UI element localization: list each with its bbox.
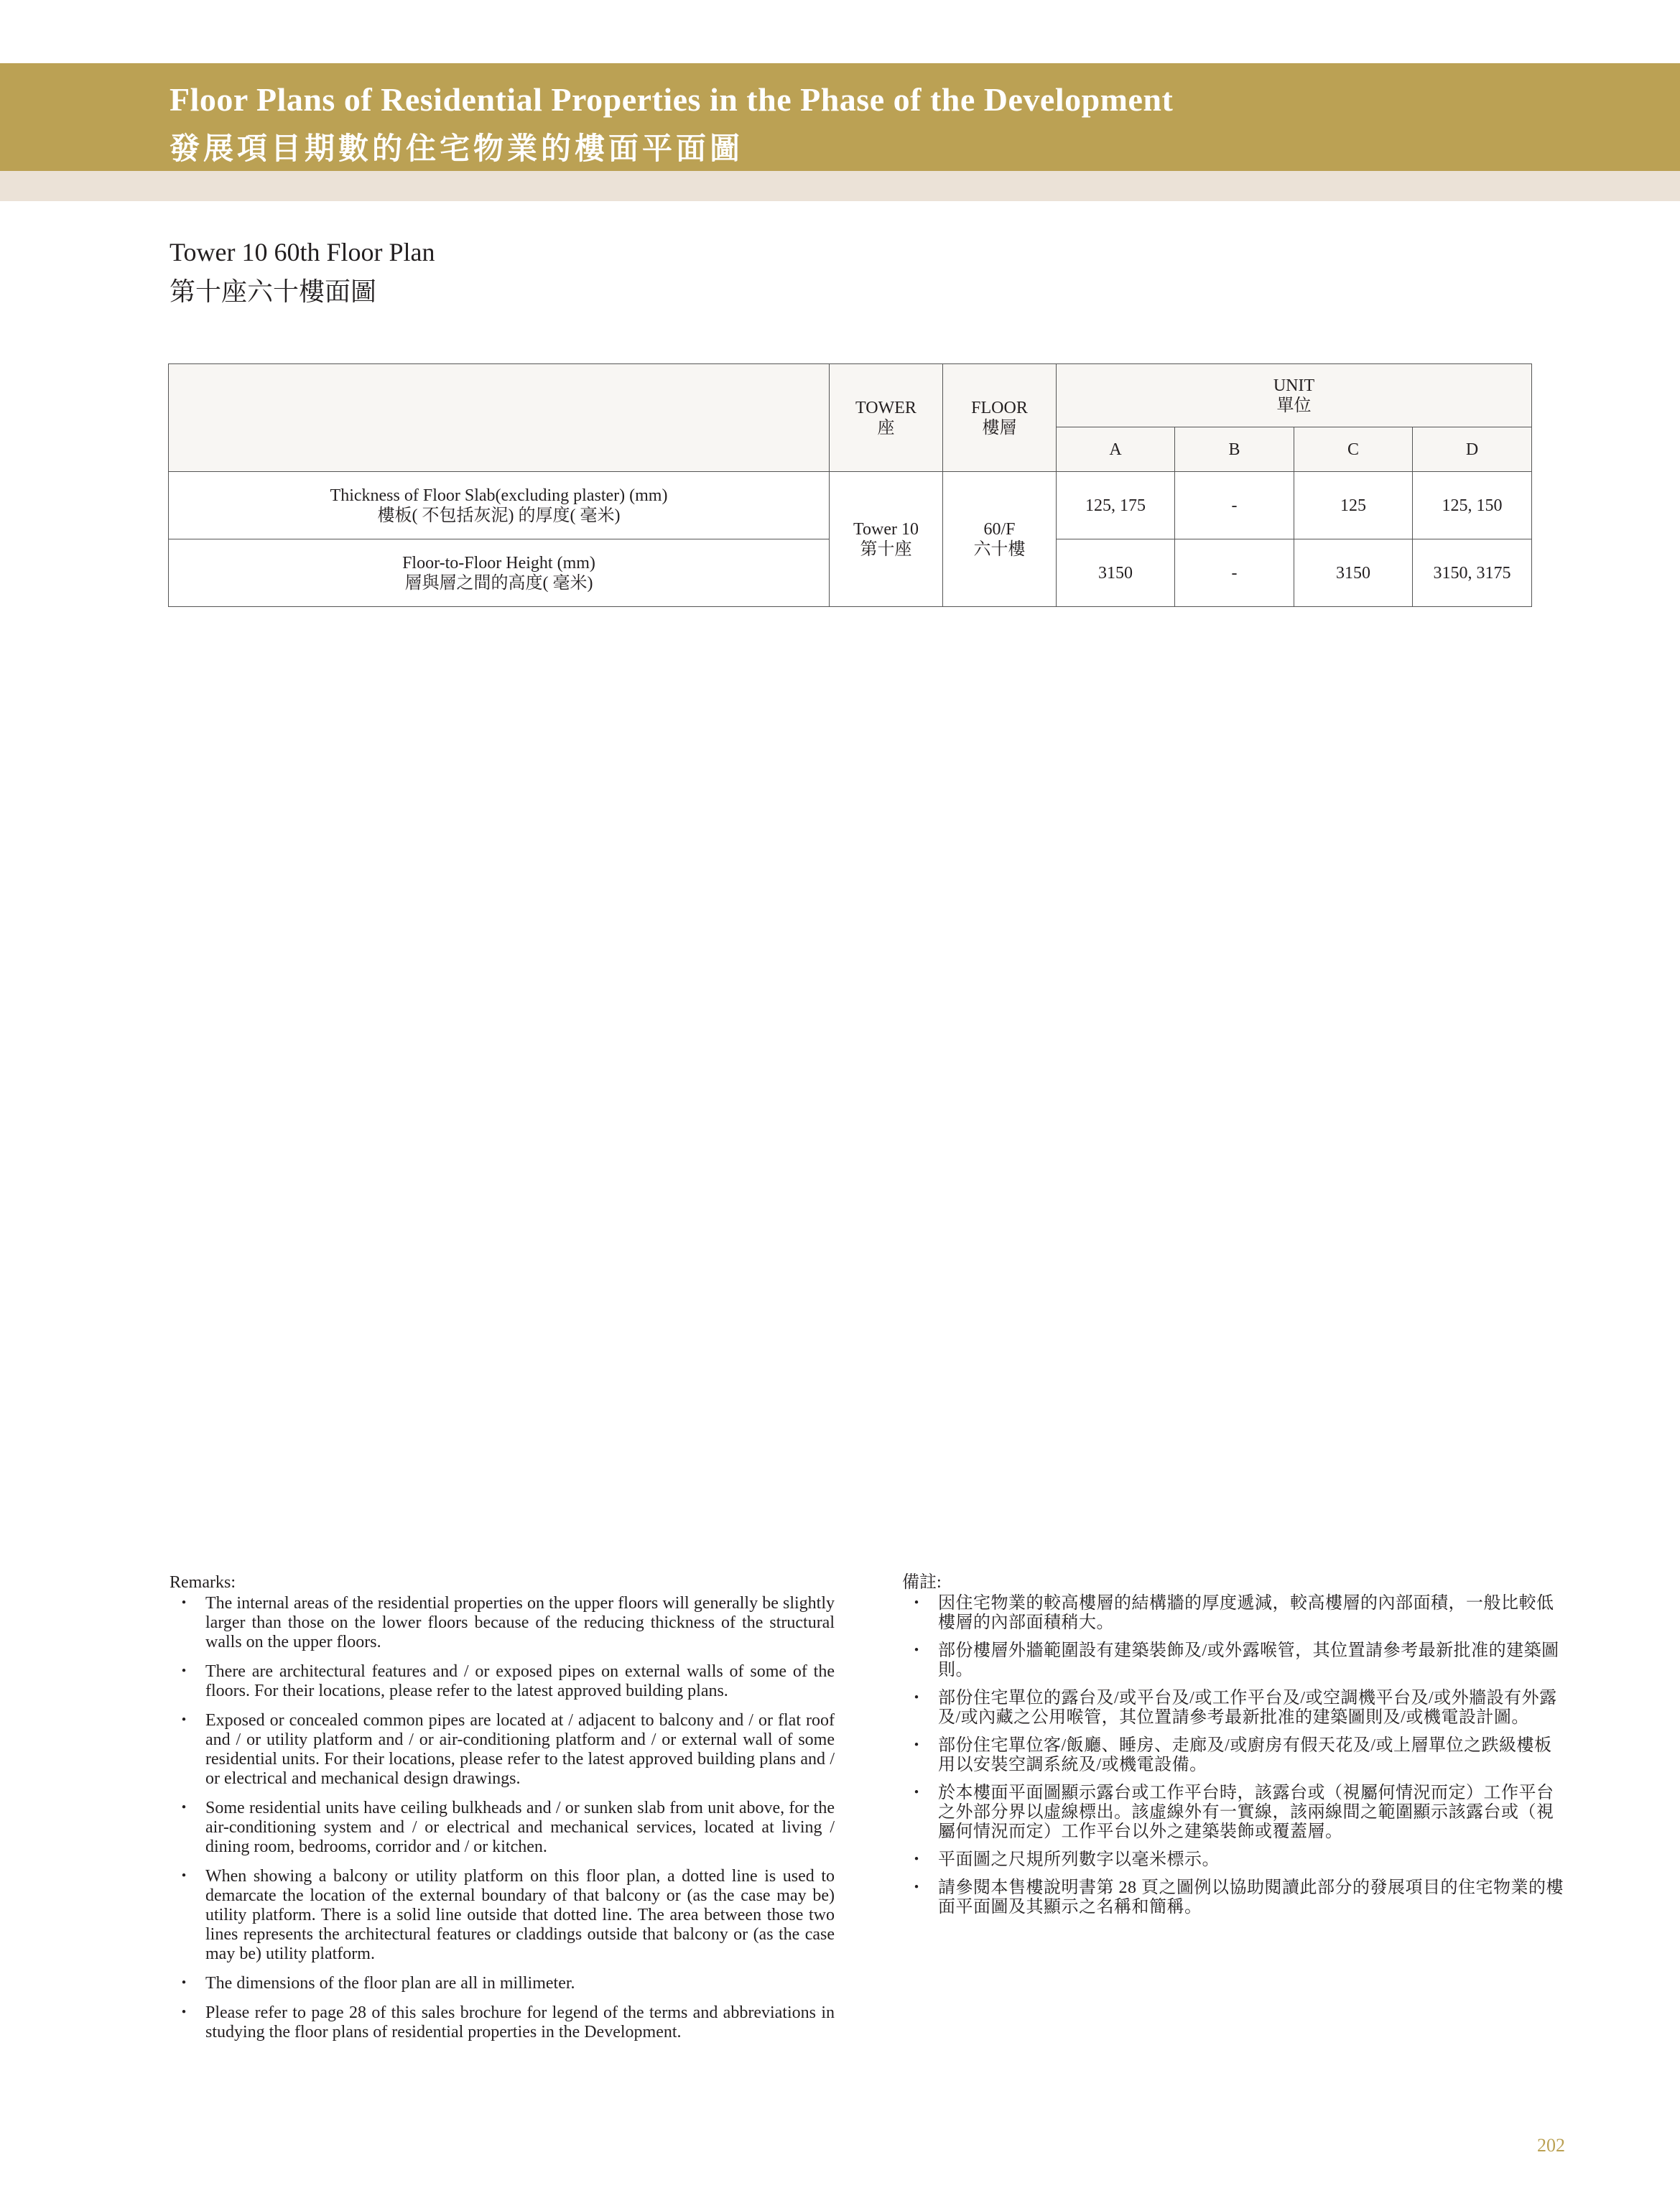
remark-text: 請參閱本售樓說明書第 28 頁之圖例以協助閱讀此部分的發展項目的住宅物業的樓面平面圖及其顯示之名稱和簡稱。 — [938, 1878, 1564, 1917]
row-label-slab-zh: 樓板( 不包括灰泥) 的厚度( 毫米) — [377, 506, 621, 525]
remark-text: Please refer to page 28 of this sales brochure for legend of the terms and abbreviations in studying the floor plans of residential properties in the Development. — [205, 2003, 835, 2042]
list-item — [902, 1594, 1566, 1633]
unit-header-d: D — [1413, 427, 1532, 472]
page-number: 202 — [1537, 2135, 1565, 2156]
remark-text: 部份樓層外牆範圍設有建築裝飾及/或外露喉管，其位置請參考最新批准的建築圖則。 — [938, 1641, 1559, 1679]
floor-value — [943, 472, 1057, 607]
remarks-zh-heading: 備註: — [902, 1573, 942, 1592]
bullet: ・ — [175, 1974, 192, 1993]
page-title-zh: 發展項目期數的住宅物業的樓面平面圖 — [170, 133, 744, 166]
bullet: ・ — [908, 1689, 926, 1707]
floor-value-zh: 六十樓 — [973, 539, 1026, 559]
tower-value-zh: 第十座 — [860, 539, 912, 559]
bullet: ・ — [908, 1736, 926, 1755]
tower-value — [830, 472, 943, 607]
unit-header — [1057, 364, 1532, 427]
height-unit-a: 3150 — [1057, 539, 1175, 607]
list-item — [170, 1711, 835, 1789]
plan-title-zh: 第十座六十樓面圖 — [170, 277, 377, 306]
height-unit-b: - — [1175, 539, 1294, 607]
floor-header — [943, 364, 1057, 472]
remark-text: The internal areas of the residential properties on the upper floors will generally be slightly larger than those on the lower floors because of the reducing thickness of the structural walls on the upper floors. — [205, 1594, 835, 1651]
remarks-en — [170, 1573, 835, 2052]
list-item — [902, 1689, 1566, 1728]
unit-header-b: B — [1175, 427, 1294, 472]
table-row — [169, 472, 1532, 539]
height-unit-d: 3150, 3175 — [1413, 539, 1532, 607]
list-item — [902, 1641, 1566, 1680]
remark-text: When showing a balcony or utility platform on this floor plan, a dotted line is used to demarcate the location of the external boundary of that balcony or (as the case may be) utility platform. There is a solid line outside that dotted line. The area between those two lines represents the architectural features or claddings outside that balcony or (as the case may be) utility platform. — [205, 1867, 835, 1963]
list-item — [902, 1850, 1566, 1870]
remark-text: 部份住宅單位的露台及/或平台及/或工作平台及/或空調機平台及/或外牆設有外露及/或內藏之公用喉管，其位置請參考最新批准的建築圖則及/或機電設計圖。 — [938, 1689, 1557, 1727]
bullet: ・ — [175, 1594, 192, 1613]
list-item — [902, 1784, 1566, 1842]
remark-text: 平面圖之尺規所列數字以毫米標示。 — [938, 1850, 1220, 1869]
height-unit-c: 3150 — [1294, 539, 1413, 607]
tower-header-zh: 座 — [877, 418, 895, 437]
remark-text: Exposed or concealed common pipes are located at / adjacent to balcony and / or flat roof and / or utility platform and / or air-conditioning platform and / or external wall of some residential units. For their locations, please refer to the latest approved building plans and / or electrical and mechanical design drawings. — [205, 1711, 835, 1788]
list-item — [170, 1867, 835, 1964]
unit-header-a: A — [1057, 427, 1175, 472]
list-item — [170, 1594, 835, 1652]
remark-text: There are architectural features and / or exposed pipes on external walls of some of the floors. For their locations, please refer to the latest approved building plans. — [205, 1662, 835, 1700]
slab-unit-b: - — [1175, 472, 1294, 539]
list-item — [170, 1799, 835, 1857]
tower-value-en: Tower 10 — [853, 519, 919, 539]
row-label-slab-en: Thickness of Floor Slab(excluding plaster) (mm) — [330, 486, 668, 505]
remark-text: 部份住宅單位客/飯廳、睡房、走廊及/或廚房有假天花及/或上層單位之跌級樓板用以安裝空調系統及/或機電設備。 — [938, 1736, 1552, 1774]
floor-header-zh: 樓層 — [982, 418, 1017, 437]
remarks-en-heading: Remarks: — [170, 1573, 236, 1592]
list-item — [170, 1974, 835, 1993]
list-item — [902, 1736, 1566, 1775]
remark-text: The dimensions of the floor plan are all in millimeter. — [205, 1974, 575, 1993]
table-corner-cell — [169, 364, 830, 472]
unit-header-c: C — [1294, 427, 1413, 472]
page-title-en: Floor Plans of Residential Properties in the Phase of the Development — [170, 81, 1174, 118]
bullet: ・ — [175, 1711, 192, 1730]
list-item — [902, 1878, 1566, 1917]
unit-header-en: UNIT — [1273, 376, 1315, 395]
row-label-height-zh: 層與層之間的高度( 毫米) — [404, 573, 593, 593]
floor-header-en: FLOOR — [971, 398, 1028, 417]
bullet: ・ — [175, 1799, 192, 1817]
slab-unit-d: 125, 150 — [1413, 472, 1532, 539]
bullet: ・ — [908, 1594, 926, 1613]
tower-header — [830, 364, 943, 472]
plan-title-en: Tower 10 60th Floor Plan — [170, 238, 435, 267]
bullet: ・ — [908, 1641, 926, 1660]
remark-text: 於本樓面平面圖顯示露台或工作平台時，該露台或（視屬何情況而定）工作平台之外部分界以虛線標出。該虛線外有一實線，該兩線間之範圍顯示該露台或（視屬何情況而定）工作平台以外之建築裝飾或覆蓋層。 — [938, 1784, 1554, 1841]
slab-unit-a: 125, 175 — [1057, 472, 1175, 539]
floor-value-en: 60/F — [983, 519, 1016, 539]
remark-text: Some residential units have ceiling bulkheads and / or sunken slab from unit above, for the air-conditioning system and / or electrical and mechanical services, located at living / dining room, bedrooms, corridor and / or kitchen. — [205, 1799, 835, 1856]
slab-unit-c: 125 — [1294, 472, 1413, 539]
bullet: ・ — [908, 1784, 926, 1802]
bullet: ・ — [908, 1850, 926, 1869]
row-label-slab — [169, 472, 830, 539]
remarks-zh — [902, 1573, 1566, 1926]
remarks-zh-list — [902, 1594, 1566, 1917]
bullet: ・ — [175, 2003, 192, 2022]
row-label-height-en: Floor-to-Floor Height (mm) — [402, 553, 595, 573]
bullet: ・ — [175, 1867, 192, 1886]
header-strip — [0, 171, 1680, 201]
remarks-en-list — [170, 1594, 835, 2042]
list-item — [170, 1662, 835, 1701]
tower-header-en: TOWER — [855, 398, 916, 417]
bullet: ・ — [908, 1878, 926, 1897]
remark-text: 因住宅物業的較高樓層的結構牆的厚度遞減，較高樓層的內部面積，一般比較低樓層的內部面積稍大。 — [938, 1594, 1554, 1632]
list-item — [170, 2003, 835, 2042]
unit-header-zh: 單位 — [1276, 396, 1312, 415]
floor-spec-table — [168, 363, 1532, 607]
bullet: ・ — [175, 1662, 192, 1681]
row-label-height — [169, 539, 830, 607]
